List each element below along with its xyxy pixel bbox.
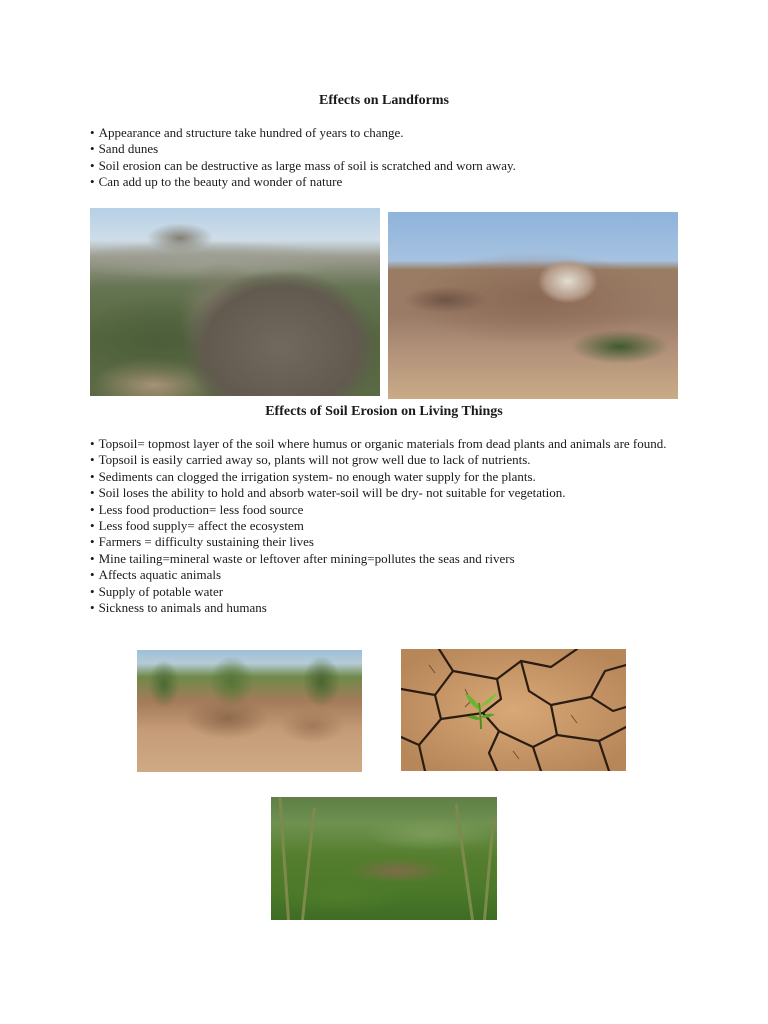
list-item: • Sickness to animals and humans xyxy=(90,600,680,616)
eroded-hills-photo xyxy=(388,212,678,399)
list-item: • Mine tailing=mineral waste or leftover after mining=pollutes the seas and rivers xyxy=(90,551,680,567)
corn-stalk xyxy=(483,817,495,920)
list-item: • Appearance and structure take hundred of years to change. xyxy=(90,125,680,141)
corn-stalk xyxy=(278,797,290,920)
heading-effects-on-landforms: Effects on Landforms xyxy=(319,93,449,108)
list-item: • Less food production= less food source xyxy=(90,502,680,518)
list-item: • Affects aquatic animals xyxy=(90,567,680,583)
list-item: • Less food supply= affect the ecosystem xyxy=(90,518,680,534)
corn-stalk xyxy=(301,807,316,920)
heading-effects-on-living-things: Effects of Soil Erosion on Living Things xyxy=(265,404,503,419)
list-item: • Sand dunes xyxy=(90,141,680,157)
green-field-photo xyxy=(271,797,497,920)
living-things-bullet-list xyxy=(90,436,680,616)
corn-stalk xyxy=(455,804,474,920)
list-item: • Topsoil= topmost layer of the soil where humus or organic materials from dead plants and animals are found. xyxy=(90,436,680,452)
eroded-gully-photo xyxy=(137,650,362,772)
list-item: • Soil erosion can be destructive as large mass of soil is scratched and worn away. xyxy=(90,158,680,174)
list-item: • Can add up to the beauty and wonder of nature xyxy=(90,174,680,190)
list-item: • Sediments can clogged the irrigation system- no enough water supply for the plants. xyxy=(90,469,680,485)
cracked-earth-seedling-photo xyxy=(401,649,626,771)
list-item: • Supply of potable water xyxy=(90,584,680,600)
cracked-earth-illustration xyxy=(401,649,626,771)
list-item: • Topsoil is easily carried away so, plants will not grow well due to lack of nutrients. xyxy=(90,452,680,468)
landforms-bullet-list xyxy=(90,125,680,191)
rocky-mountain-photo xyxy=(90,208,380,396)
list-item: • Soil loses the ability to hold and absorb water-soil will be dry- not suitable for vegetation. xyxy=(90,485,680,501)
list-item: • Farmers = difficulty sustaining their lives xyxy=(90,534,680,550)
